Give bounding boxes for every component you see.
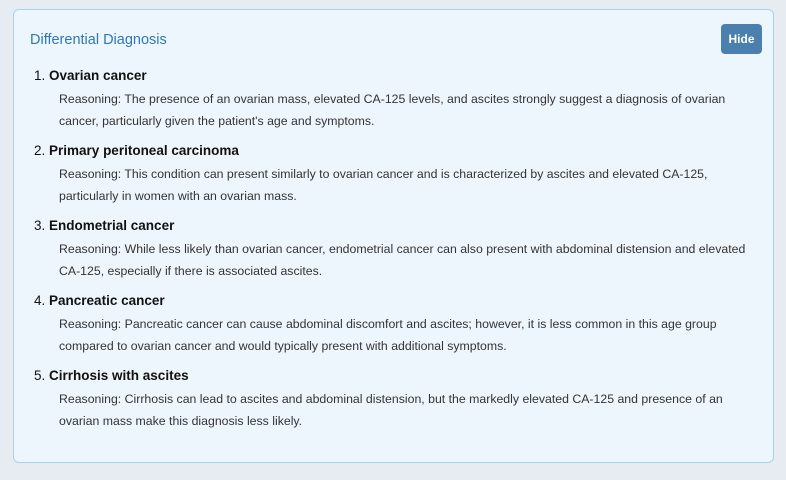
diagnosis-reasoning: Reasoning: This condition can present similarly to ovarian cancer and is characterized by ascites and elevated CA-125, particularly in women with an ovarian mass. [59,167,708,203]
diagnosis-reasoning: Reasoning: Pancreatic cancer can cause abdominal discomfort and ascites; however, it is less common in this age group compared to ovarian cancer and would typically present with additional symptoms. [59,317,717,353]
diagnosis-name: Endometrial cancer [49,218,175,233]
diagnosis-item [34,217,754,282]
diagnosis-name: Pancreatic cancer [49,293,165,308]
diagnosis-item [34,67,754,132]
diagnosis-item [34,367,754,432]
diagnosis-item [34,292,754,357]
diagnosis-number: 3. [34,218,46,233]
diagnosis-heading [34,142,754,160]
diagnosis-name: Ovarian cancer [49,68,147,83]
diagnosis-name: Cirrhosis with ascites [49,368,189,383]
diagnosis-name: Primary peritoneal carcinoma [49,143,239,158]
diagnosis-number: 4. [34,293,46,308]
hide-button[interactable]: Hide [721,24,762,54]
diagnosis-heading [34,67,754,85]
diagnosis-list [34,67,754,442]
diagnosis-reasoning: Reasoning: Cirrhosis can lead to ascites and abdominal distension, but the markedly elevated CA-125 and presence of an ovarian mass make this diagnosis less likely. [59,392,723,428]
diagnosis-number: 1. [34,68,46,83]
diagnosis-heading [34,292,754,310]
diagnosis-heading [34,367,754,385]
diagnosis-reasoning: Reasoning: While less likely than ovarian cancer, endometrial cancer can also present with abdominal distension and elevated CA-125, especially if there is associated ascites. [59,242,746,278]
diagnosis-heading [34,217,754,235]
diagnosis-item [34,142,754,207]
panel-title: Differential Diagnosis [30,32,167,48]
differential-diagnosis-panel [13,9,774,463]
diagnosis-reasoning: Reasoning: The presence of an ovarian mass, elevated CA-125 levels, and ascites strongly suggest a diagnosis of ovarian cancer, particularly given the patient's age and symptoms. [59,92,726,128]
diagnosis-number: 5. [34,368,46,383]
diagnosis-number: 2. [34,143,46,158]
